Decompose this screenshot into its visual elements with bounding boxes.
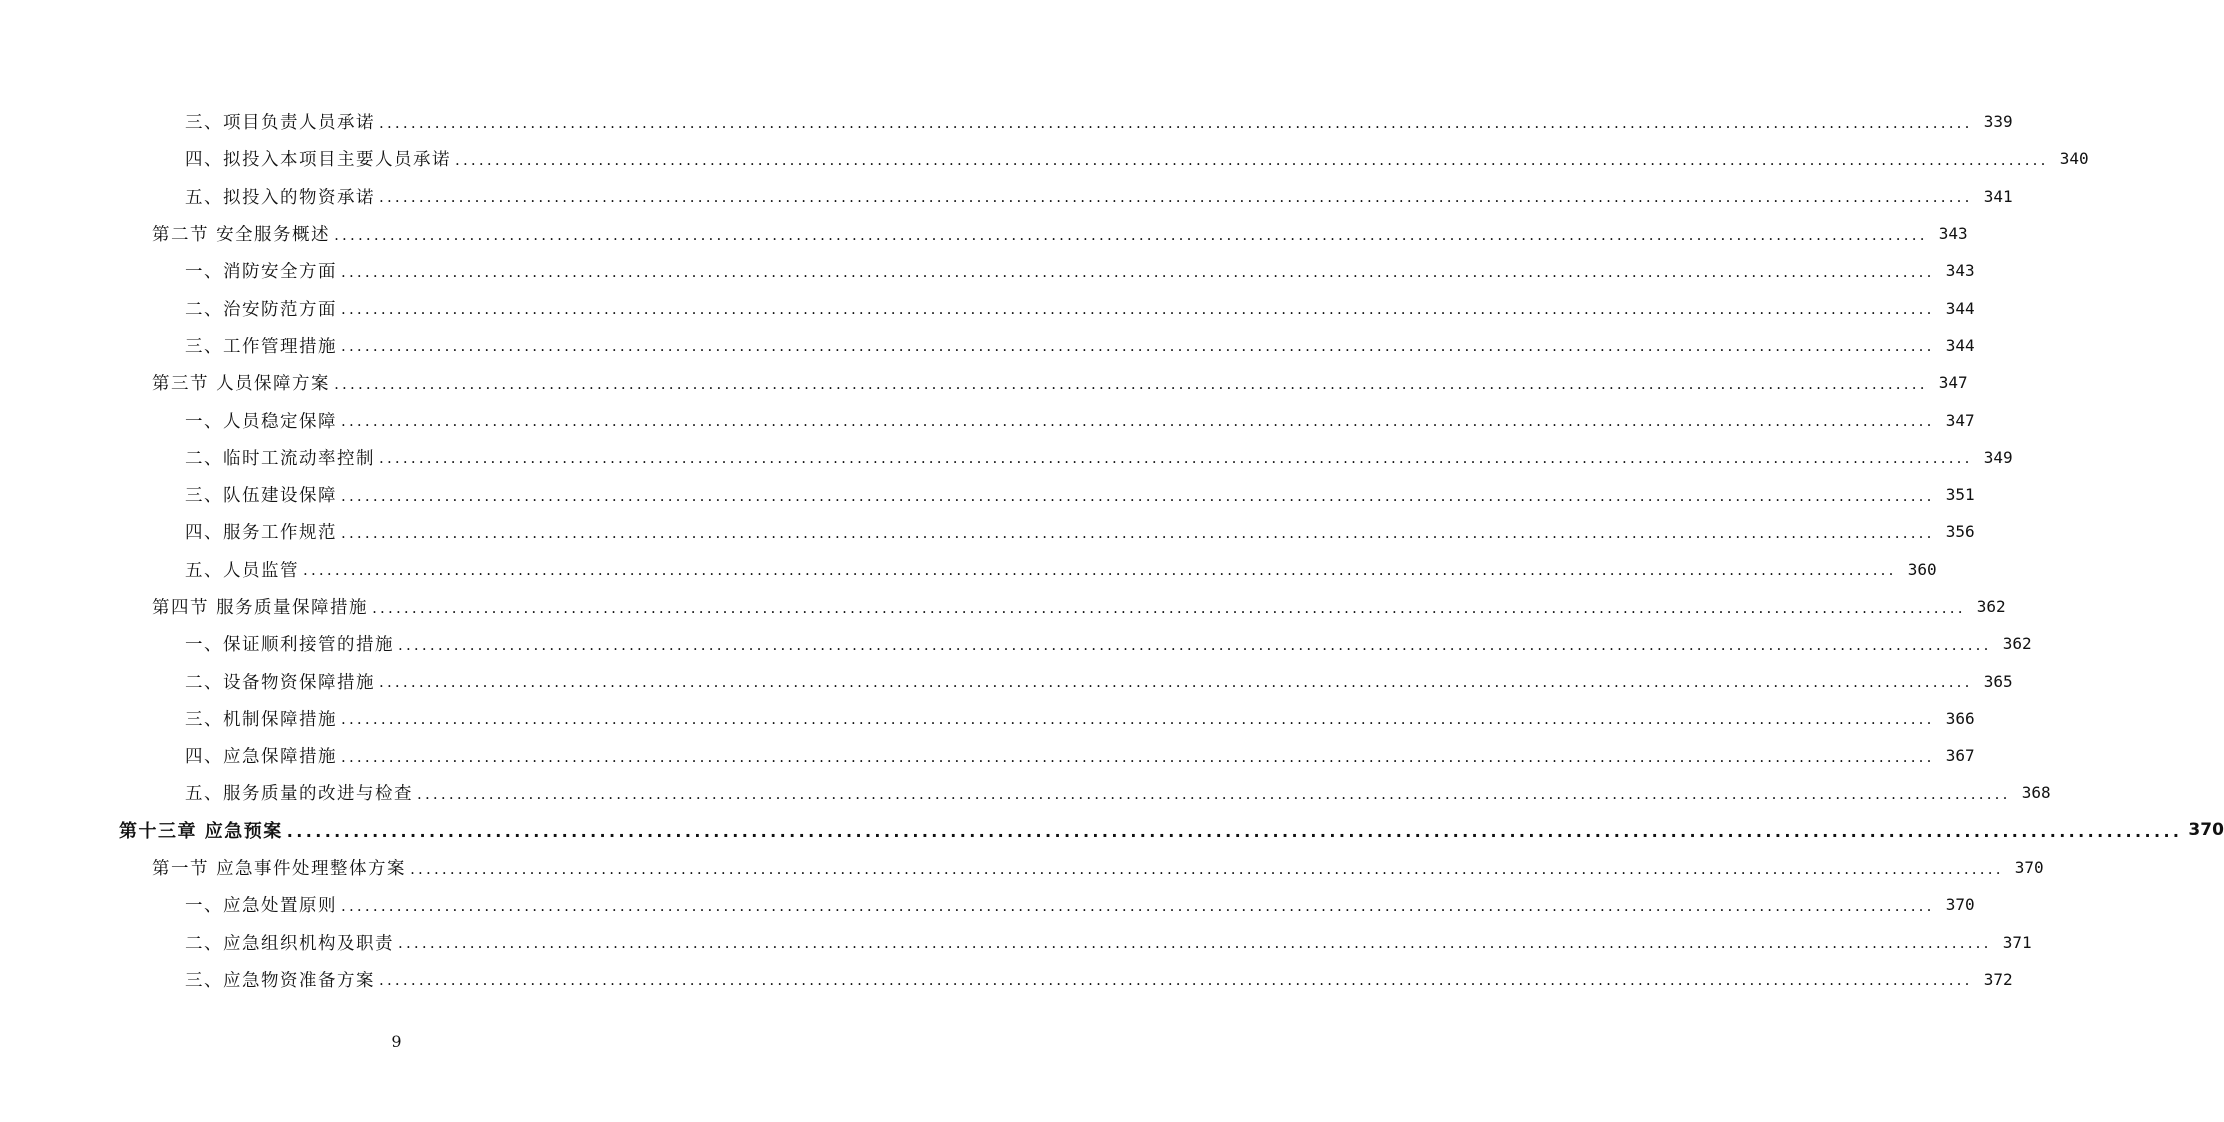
toc-leader: ........................................................................................................................................................................................................ — [341, 486, 1935, 505]
toc-leader: ........................................................................................................................................................................................................ — [410, 859, 2004, 878]
toc-leader: ........................................................................................................................................................................................................ — [341, 896, 1935, 915]
toc-entry-title: 二、应急组织机构及职责 — [185, 933, 394, 954]
toc-leader: ........................................................................................................................................................................................................ — [398, 934, 1992, 953]
toc-leader: ........................................................................................................................................................................................................ — [286, 821, 2183, 841]
toc-entry[interactable] — [0, 961, 2013, 998]
toc-entry-page: 368 — [2021, 783, 2051, 803]
toc-entry[interactable] — [0, 476, 1975, 513]
table-of-contents — [0, 103, 2224, 998]
toc-entry[interactable] — [0, 812, 2224, 849]
toc-leader: ........................................................................................................................................................................................................ — [334, 225, 1928, 244]
toc-entry-page: 347 — [1945, 410, 1975, 430]
toc-entry-title: 三、机制保障措施 — [185, 709, 337, 730]
toc-entry-page: 347 — [1938, 373, 1968, 393]
toc-leader: ........................................................................................................................................................................................................ — [379, 113, 1973, 132]
toc-entry-page: 367 — [1945, 746, 1975, 766]
toc-entry[interactable] — [0, 140, 2089, 177]
toc-leader: ........................................................................................................................................................................................................ — [341, 262, 1935, 281]
toc-entry[interactable] — [0, 551, 1937, 588]
toc-entry-title: 二、设备物资保障措施 — [185, 672, 375, 693]
toc-entry-page: 370 — [2188, 820, 2224, 841]
toc-entry-page: 366 — [1945, 708, 1975, 728]
toc-entry[interactable] — [0, 774, 2051, 811]
toc-leader: ........................................................................................................................................................................................................ — [372, 598, 1966, 617]
toc-leader: ........................................................................................................................................................................................................ — [341, 710, 1935, 729]
toc-entry-title: 四、服务工作规范 — [185, 523, 337, 544]
toc-leader: ........................................................................................................................................................................................................ — [379, 971, 1973, 990]
toc-entry[interactable] — [0, 439, 2013, 476]
toc-leader: ........................................................................................................................................................................................................ — [417, 784, 2011, 803]
toc-leader: ........................................................................................................................................................................................................ — [379, 673, 1973, 692]
toc-entry-page: 339 — [1983, 112, 2013, 132]
toc-entry[interactable] — [0, 588, 2006, 625]
toc-entry[interactable] — [0, 327, 1975, 364]
toc-entry-page: 343 — [1945, 261, 1975, 281]
toc-entry-page: 351 — [1945, 485, 1975, 505]
toc-entry[interactable] — [0, 178, 2013, 215]
toc-entry[interactable] — [0, 924, 2032, 961]
toc-entry[interactable] — [0, 737, 1975, 774]
toc-entry[interactable] — [0, 364, 1968, 401]
toc-entry[interactable] — [0, 662, 2013, 699]
toc-entry-page: 372 — [1983, 969, 2013, 989]
toc-entry[interactable] — [0, 289, 1975, 326]
toc-entry-title: 四、拟投入本项目主要人员承诺 — [185, 150, 451, 171]
toc-entry[interactable] — [0, 625, 2032, 662]
toc-entry-title: 第四节 服务质量保障措施 — [152, 598, 369, 618]
toc-entry-title: 五、服务质量的改进与检查 — [185, 784, 413, 805]
toc-entry[interactable] — [0, 252, 1975, 289]
toc-entry[interactable] — [0, 849, 2044, 886]
toc-entry[interactable] — [0, 103, 2013, 140]
toc-leader: ........................................................................................................................................................................................................ — [334, 374, 1928, 393]
toc-entry[interactable] — [0, 215, 1968, 252]
toc-entry-title: 二、临时工流动率控制 — [185, 448, 375, 469]
toc-entry-title: 一、保证顺利接管的措施 — [185, 635, 394, 656]
toc-entry-title: 一、应急处置原则 — [185, 896, 337, 917]
toc-entry-page: 362 — [1976, 597, 2006, 616]
toc-entry-page: 360 — [1907, 559, 1937, 579]
toc-entry-page: 343 — [1938, 224, 1968, 244]
toc-entry-page: 349 — [1983, 447, 2013, 467]
toc-entry-title: 三、项目负责人员承诺 — [185, 113, 375, 134]
toc-leader: ........................................................................................................................................................................................................ — [341, 337, 1935, 356]
toc-leader: ........................................................................................................................................................................................................ — [455, 150, 2049, 169]
toc-entry-title: 五、拟投入的物资承诺 — [185, 187, 375, 208]
toc-entry[interactable] — [0, 700, 1975, 737]
toc-entry-page: 370 — [1945, 895, 1975, 915]
toc-leader: ........................................................................................................................................................................................................ — [398, 635, 1992, 654]
toc-leader: ........................................................................................................................................................................................................ — [341, 523, 1935, 542]
toc-leader: ........................................................................................................................................................................................................ — [341, 747, 1935, 766]
toc-entry-title: 第一节 应急事件处理整体方案 — [152, 859, 407, 880]
toc-entry-title: 第三节 人员保障方案 — [152, 374, 331, 395]
toc-entry[interactable] — [0, 513, 1975, 550]
toc-entry-page: 371 — [2002, 932, 2032, 952]
toc-entry-page: 340 — [2059, 149, 2089, 169]
toc-entry-page: 344 — [1945, 298, 1975, 318]
toc-entry[interactable] — [0, 886, 1975, 923]
toc-entry-title: 二、治安防范方面 — [185, 299, 337, 320]
toc-entry-page: 365 — [1983, 671, 2013, 691]
toc-entry-title: 一、消防安全方面 — [185, 262, 337, 283]
toc-entry-page: 341 — [1983, 186, 2013, 206]
toc-entry-title: 五、人员监管 — [185, 560, 299, 581]
toc-entry-title: 第二节 安全服务概述 — [152, 225, 331, 246]
toc-entry[interactable] — [0, 401, 1975, 438]
toc-entry-title: 三、队伍建设保障 — [185, 486, 337, 507]
toc-entry-title: 四、应急保障措施 — [185, 747, 337, 768]
toc-leader: ........................................................................................................................................................................................................ — [341, 300, 1935, 319]
toc-entry-page: 344 — [1945, 335, 1975, 355]
toc-leader: ........................................................................................................................................................................................................ — [379, 188, 1973, 207]
toc-entry-page: 362 — [2002, 634, 2032, 654]
toc-entry-page: 370 — [2014, 858, 2044, 878]
toc-entry-page: 356 — [1945, 522, 1975, 542]
toc-leader: ........................................................................................................................................................................................................ — [379, 449, 1973, 468]
toc-entry-title: 第十三章 应急预案 — [119, 821, 283, 843]
toc-leader: ........................................................................................................................................................................................................ — [341, 412, 1935, 431]
toc-leader: ........................................................................................................................................................................................................ — [303, 561, 1897, 580]
toc-entry-title: 三、应急物资准备方案 — [185, 970, 375, 991]
toc-entry-title: 一、人员稳定保障 — [185, 411, 337, 432]
page-number: 9 — [391, 1032, 402, 1051]
toc-entry-title: 三、工作管理措施 — [185, 336, 337, 357]
